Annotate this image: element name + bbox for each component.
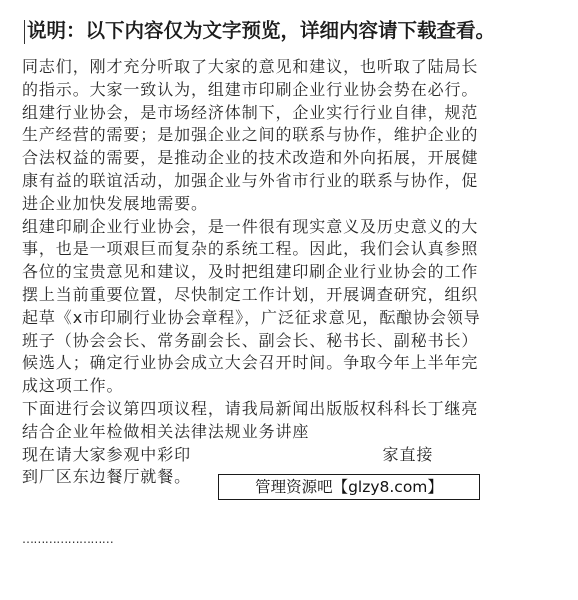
- body-line: 的指示。大家一致认为，组建市印刷企业行业协会势在必行。: [22, 79, 479, 99]
- body-line: 候选人；确定行业协会成立大会召开时间。争取今年上半年完: [22, 353, 479, 373]
- document-body: [22, 56, 550, 489]
- body-line: 事，也是一项艰巨而复杂的系统工程。因此，我们会认真参照: [22, 239, 479, 259]
- body-line: 班子（协会会长、常务副会长、副会长、秘书长、副秘书长）: [22, 330, 479, 350]
- watermark-banner: 管理资源吧【glzy8.com】: [218, 474, 480, 500]
- body-line: 合法权益的需要，是推动企业的技术改造和外向拓展，开展健: [22, 148, 479, 168]
- body-line: 进企业加快发展地需要。: [22, 193, 208, 213]
- body-line: 现在请大家参观中彩印 家直接: [22, 444, 434, 464]
- preview-notice: 说明：以下内容仅为文字预览，详细内容请下载查看。: [27, 19, 496, 42]
- body-line: 同志们，刚才充分听取了大家的意见和建议，也听取了陆局长: [22, 57, 479, 76]
- body-line: 组建行业协会，是市场经济体制下，企业实行行业自律，规范: [22, 102, 479, 122]
- body-line: 生产经营的需要；是加强企业之间的联系与协作，维护企业的: [22, 125, 479, 145]
- body-line: 各位的宝贵意见和建议，及时把组建印刷企业行业协会的工作: [22, 262, 479, 282]
- body-line: 到厂区东边餐厅就餐。: [22, 467, 192, 487]
- body-line: 成这项工作。: [22, 376, 124, 396]
- body-line: 起草《x市印刷行业协会章程》，广泛征求意见，酝酿协会领导: [22, 307, 481, 327]
- ellipsis-dots: ……………………: [22, 532, 114, 546]
- text-cursor: [24, 20, 25, 44]
- body-line: 康有益的联谊活动，加强企业与外省市行业的联系与协作，促: [22, 170, 479, 190]
- body-line: 下面进行会议第四项议程，请我局新闻出版版权科科长丁继亮: [22, 398, 479, 418]
- body-line: 摆上当前重要位置，尽快制定工作计划，开展调查研究，组织: [22, 284, 479, 304]
- body-line: 结合企业年检做相关法律法规业务讲座: [22, 421, 310, 441]
- body-line: 组建印刷企业行业协会，是一件很有现实意义及历史意义的大: [22, 216, 479, 236]
